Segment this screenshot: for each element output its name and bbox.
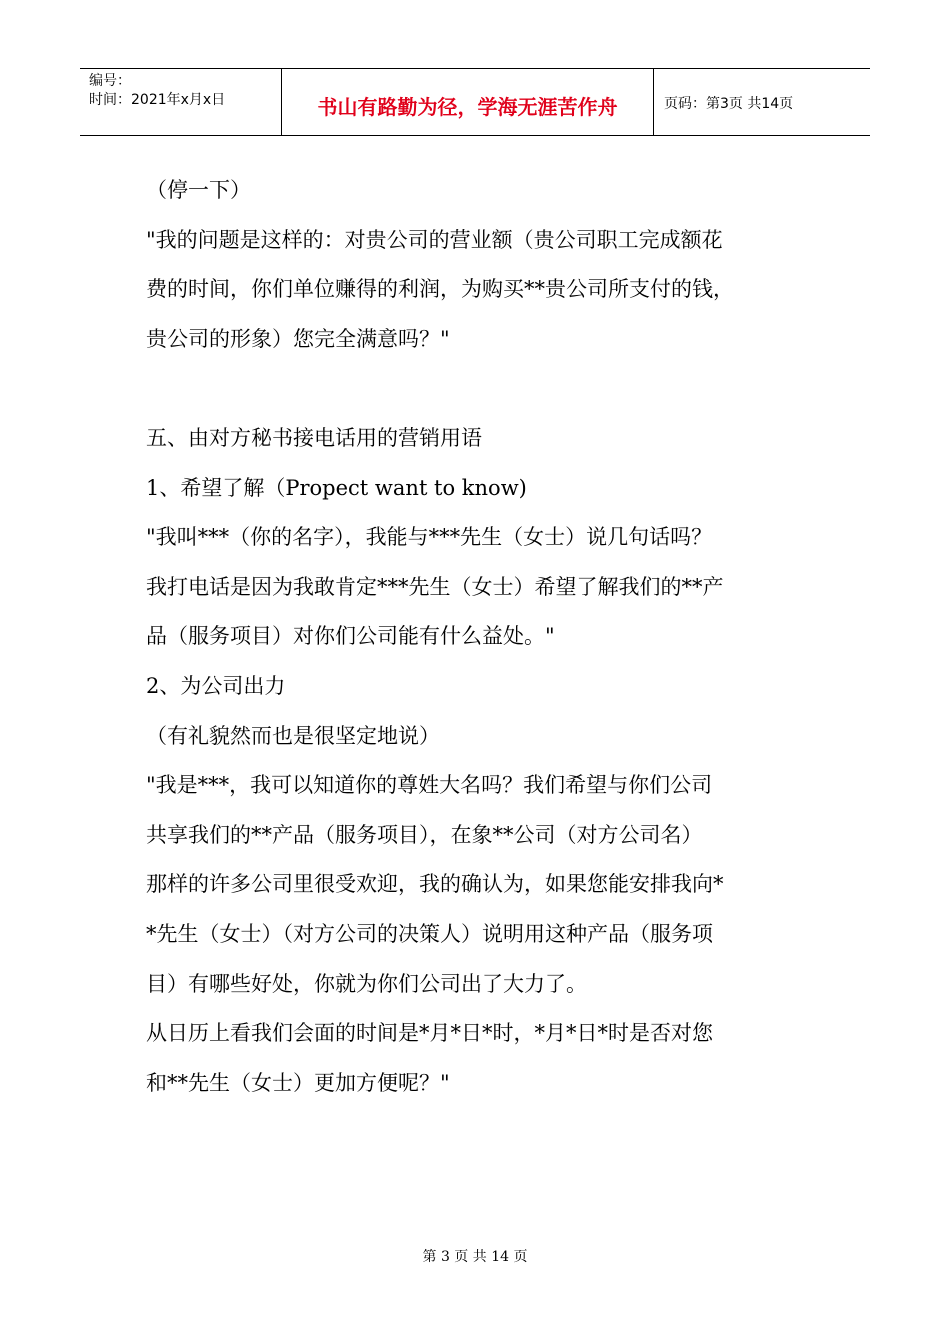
body-line: 目）有哪些好处，你就为你们公司出了大力了。 [146,971,587,996]
body-line: 从日历上看我们会面的时间是*月*日*时，*月*日*时是否对您 [146,1021,713,1046]
header-meta [80,69,282,135]
body-line: 贵公司的形象）您完全满意吗？" [146,326,450,351]
body-line: 费的时间，你们单位赚得的利润，为购买**贵公司所支付的钱， [146,277,734,302]
body-line: （停一下） [146,178,251,202]
body-line: （有礼貌然而也是很坚定地说） [146,723,440,748]
subsection-heading: 1、希望了解（Propect want to know) [146,475,527,500]
body-line: "我的问题是这样的：对贵公司的营业额（贵公司职工完成额花 [146,227,723,252]
header-page-info: 页码：第3页 共14页 [664,96,794,112]
subsection-heading: 2、为公司出力 [146,673,286,698]
body-line: *先生（女士）（对方公司的决策人）说明用这种产品（服务项 [146,921,713,946]
document-body [146,166,816,1108]
page-header [80,68,870,136]
page-footer: 第 3 页 共 14 页 [422,1249,528,1265]
body-line: 那样的许多公司里很受欢迎，我的确认为，如果您能安排我向* [146,872,724,897]
body-line: 共享我们的**产品（服务项目），在象**公司（对方公司名） [146,822,703,847]
body-line: 我打电话是因为我敢肯定***先生（女士）希望了解我们的**产 [146,574,724,599]
document-date: 时间：2021年x月x日 [89,92,226,108]
body-line: "我叫***（你的名字），我能与***先生（女士）说几句话吗？ [146,525,713,550]
section-heading: 五、由对方秘书接电话用的营销用语 [146,425,482,450]
document-number: 编号： [89,73,131,89]
header-motto: 书山有路勤为径，学海无涯苦作舟 [282,69,654,135]
body-line: 品（服务项目）对你们公司能有什么益处。" [146,624,555,649]
body-line: "我是***，我可以知道你的尊姓大名吗？我们希望与你们公司 [146,773,713,798]
paragraph-gap [146,364,816,414]
body-line: 和**先生（女士）更加方便呢？" [146,1070,450,1095]
